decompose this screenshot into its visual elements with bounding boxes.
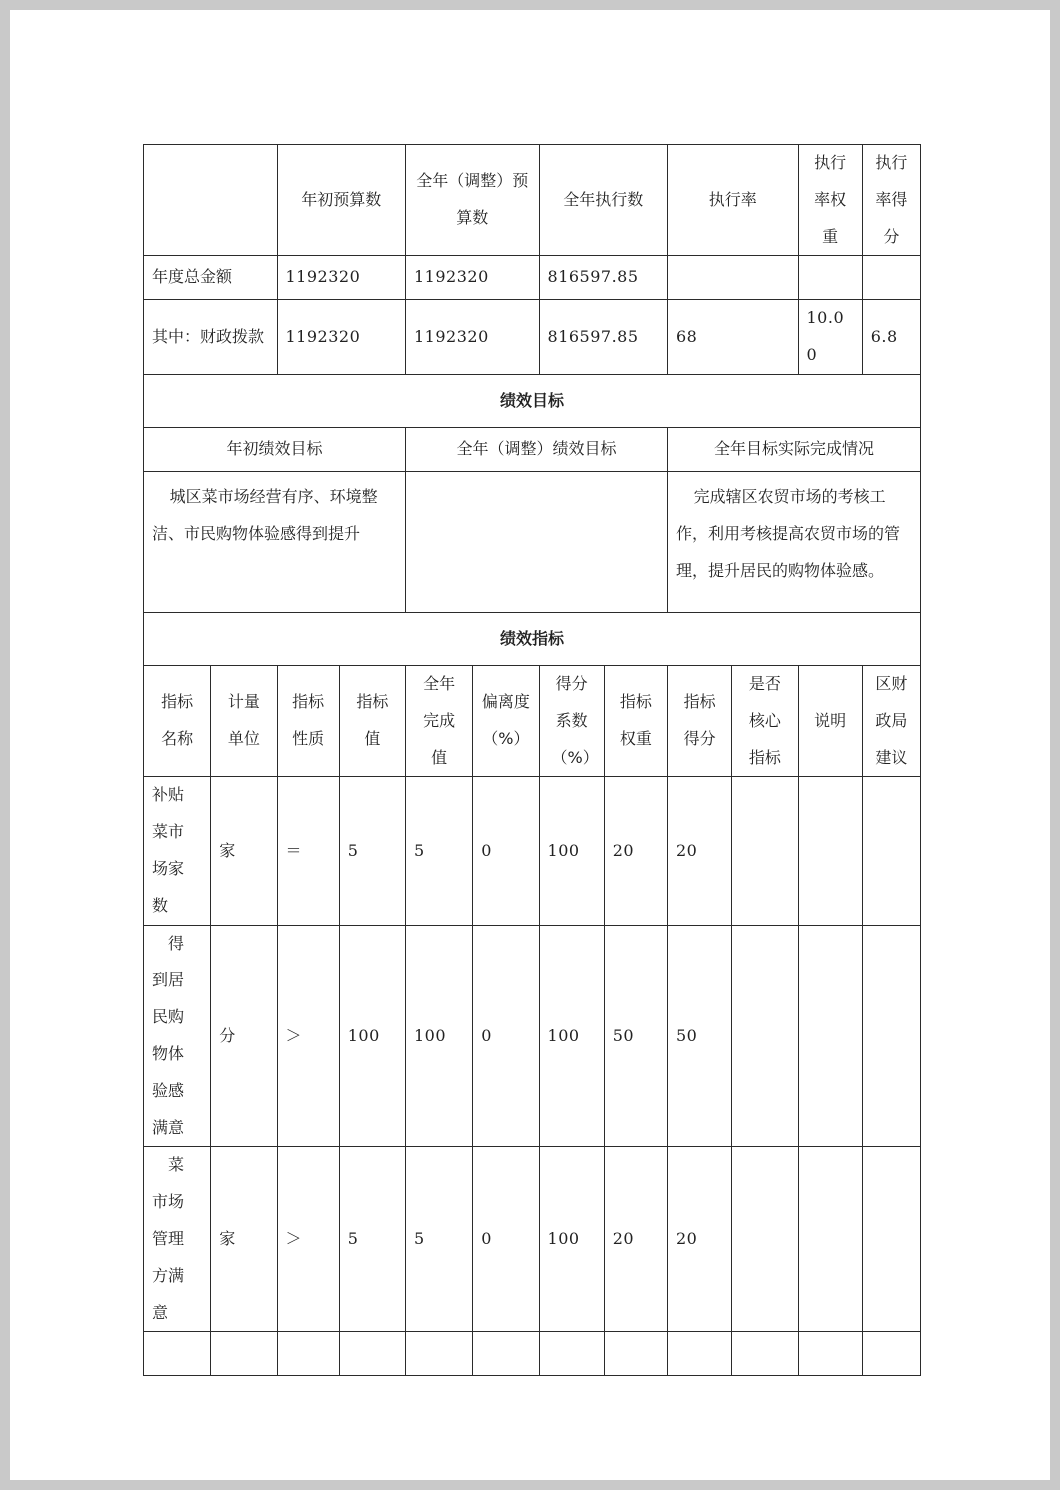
budget-header-row: [144, 145, 921, 256]
ind-header-coef: 得分系数（%）: [539, 665, 604, 776]
header-rate-weight: 执行率权重: [798, 145, 862, 256]
ind-unit: 家: [211, 1147, 277, 1332]
budget-executed: 816597.85: [539, 300, 667, 375]
indicators-section-title: 绩效指标: [144, 612, 921, 665]
ind-name: 得到居民购物体验感满意: [144, 925, 211, 1147]
ind-weight: 20: [604, 777, 667, 925]
ind-header-core: 是否核心指标: [732, 665, 798, 776]
ind-weight: 50: [604, 925, 667, 1147]
empty-row: [144, 1332, 921, 1376]
indicators-header-row: [144, 665, 921, 776]
empty-cell: [339, 1332, 405, 1376]
budget-rate: [668, 256, 799, 300]
ind-header-advice: 区财政局建议: [862, 665, 920, 776]
goals-actual-text: 完成辖区农贸市场的考核工作，利用考核提高农贸市场的管理，提升居民的购物体验感。: [668, 471, 921, 612]
empty-cell: [473, 1332, 539, 1376]
ind-header-unit: 计量单位: [211, 665, 277, 776]
goals-header-initial: 年初绩效目标: [144, 427, 406, 471]
ind-note: [798, 1147, 862, 1332]
header-initial-budget: 年初预算数: [277, 145, 406, 256]
empty-cell: [406, 1332, 473, 1376]
ind-header-weight: 指标权重: [604, 665, 667, 776]
budget-row-label: 其中：财政拨款: [144, 300, 278, 375]
ind-deviation: 0: [473, 925, 539, 1147]
empty-cell: [798, 1332, 862, 1376]
ind-core: [732, 925, 798, 1147]
ind-name: 菜市场管理方满意: [144, 1147, 211, 1332]
ind-core: [732, 777, 798, 925]
indicators-section-row: [144, 612, 921, 665]
budget-score: [862, 256, 920, 300]
header-adjusted-budget: 全年（调整）预算数: [406, 145, 540, 256]
ind-actual: 5: [406, 1147, 473, 1332]
ind-header-note: 说明: [798, 665, 862, 776]
ind-advice: [862, 1147, 920, 1332]
empty-cell: [144, 1332, 211, 1376]
indicator-row: [144, 925, 921, 1147]
document-page: [10, 10, 1050, 1480]
ind-coef: 100: [539, 1147, 604, 1332]
goals-section-title: 绩效目标: [144, 374, 921, 427]
budget-adjusted: 1192320: [406, 256, 540, 300]
budget-row: [144, 256, 921, 300]
budget-score: 6.8: [862, 300, 920, 375]
ind-header-target: 指标值: [339, 665, 405, 776]
goals-header-actual: 全年目标实际完成情况: [668, 427, 921, 471]
empty-cell: [277, 1332, 339, 1376]
budget-initial: 1192320: [277, 256, 406, 300]
ind-coef: 100: [539, 925, 604, 1147]
ind-deviation: 0: [473, 1147, 539, 1332]
indicator-row: [144, 777, 921, 925]
budget-rate: 68: [668, 300, 799, 375]
budget-header-blank: [144, 145, 278, 256]
ind-header-score: 指标得分: [668, 665, 732, 776]
ind-name: 补贴菜市场家数: [144, 777, 211, 925]
budget-initial: 1192320: [277, 300, 406, 375]
ind-note: [798, 925, 862, 1147]
empty-cell: [732, 1332, 798, 1376]
budget-weight: [798, 256, 862, 300]
budget-weight: 10.00: [798, 300, 862, 375]
ind-nature: ＝: [277, 777, 339, 925]
ind-weight: 20: [604, 1147, 667, 1332]
ind-deviation: 0: [473, 777, 539, 925]
empty-cell: [539, 1332, 604, 1376]
ind-unit: 家: [211, 777, 277, 925]
budget-executed: 816597.85: [539, 256, 667, 300]
indicator-row: [144, 1147, 921, 1332]
budget-row-label: 年度总金额: [144, 256, 278, 300]
header-exec-rate: 执行率: [668, 145, 799, 256]
empty-cell: [211, 1332, 277, 1376]
ind-note: [798, 777, 862, 925]
performance-table: [143, 144, 921, 1376]
empty-cell: [604, 1332, 667, 1376]
ind-advice: [862, 777, 920, 925]
empty-cell: [862, 1332, 920, 1376]
ind-score: 20: [668, 1147, 732, 1332]
ind-target: 100: [339, 925, 405, 1147]
ind-advice: [862, 925, 920, 1147]
header-executed: 全年执行数: [539, 145, 667, 256]
ind-header-name: 指标名称: [144, 665, 211, 776]
budget-adjusted: 1192320: [406, 300, 540, 375]
ind-coef: 100: [539, 777, 604, 925]
ind-score: 50: [668, 925, 732, 1147]
ind-actual: 100: [406, 925, 473, 1147]
header-rate-score: 执行率得分: [862, 145, 920, 256]
budget-row: [144, 300, 921, 375]
goals-initial-text: 城区菜市场经营有序、环境整洁、市民购物体验感得到提升: [144, 471, 406, 612]
ind-header-deviation: 偏离度（%）: [473, 665, 539, 776]
ind-actual: 5: [406, 777, 473, 925]
ind-header-actual: 全年完成值: [406, 665, 473, 776]
goals-section-row: [144, 374, 921, 427]
ind-core: [732, 1147, 798, 1332]
goals-adjusted-text: [406, 471, 668, 612]
ind-target: 5: [339, 777, 405, 925]
goals-header-adjusted: 全年（调整）绩效目标: [406, 427, 668, 471]
ind-target: 5: [339, 1147, 405, 1332]
ind-nature: ＞: [277, 925, 339, 1147]
goals-content-row: [144, 471, 921, 612]
ind-header-nature: 指标性质: [277, 665, 339, 776]
ind-score: 20: [668, 777, 732, 925]
empty-cell: [668, 1332, 732, 1376]
ind-nature: ＞: [277, 1147, 339, 1332]
goals-header-row: [144, 427, 921, 471]
ind-unit: 分: [211, 925, 277, 1147]
